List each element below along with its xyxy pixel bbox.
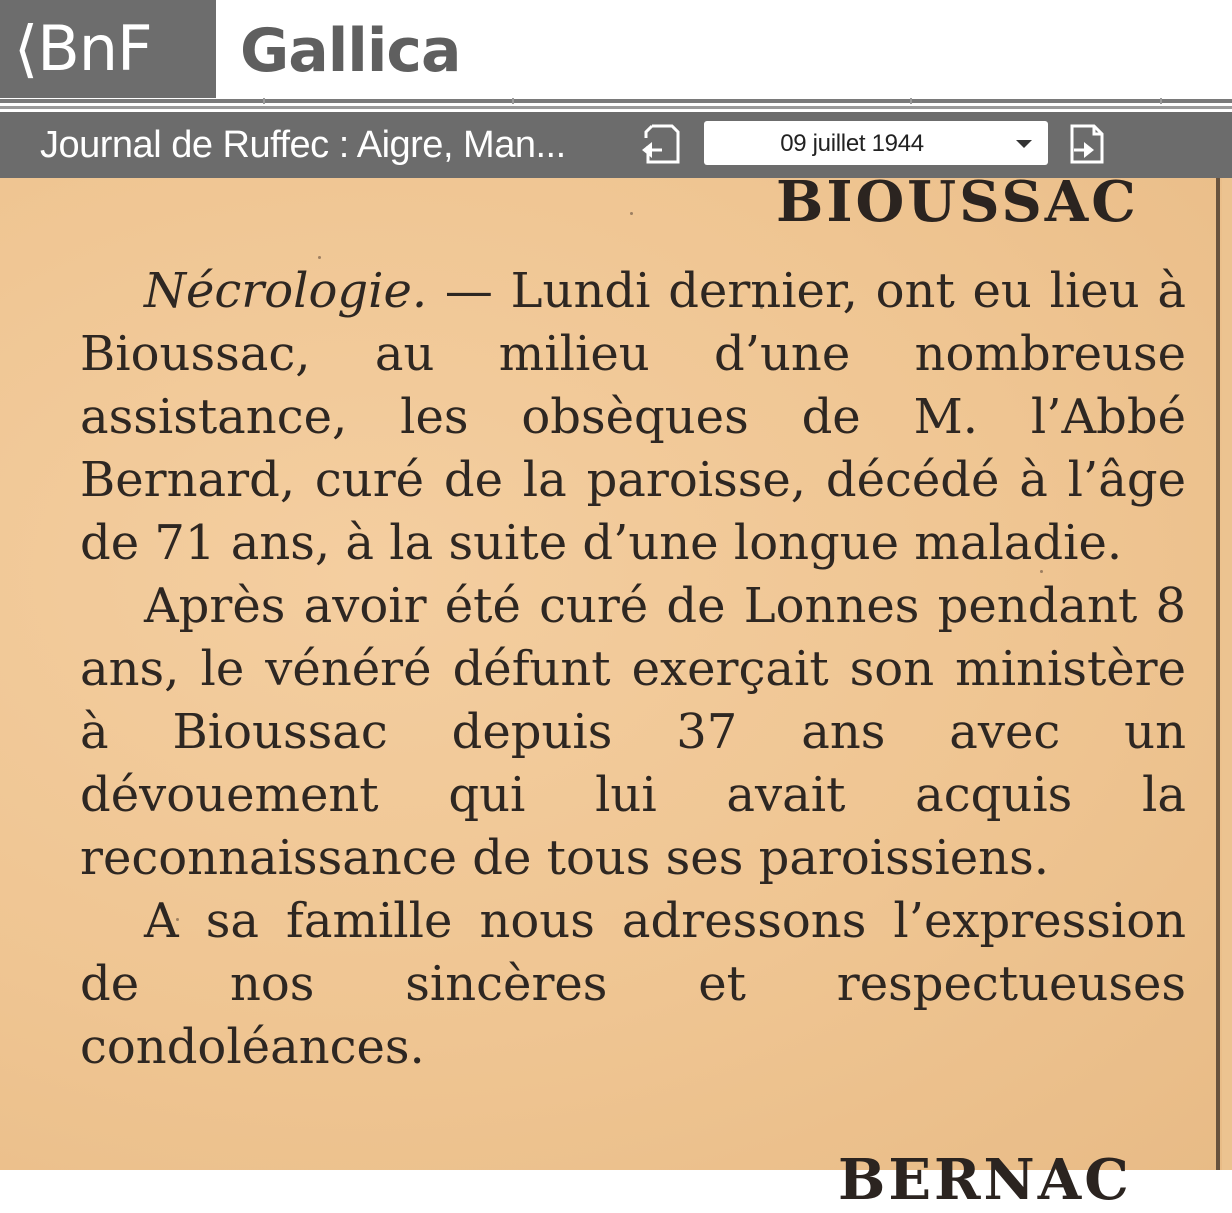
gallica-brand[interactable]: Gallica <box>240 16 461 86</box>
article-paragraph-1 <box>80 260 1186 575</box>
paper-speck <box>318 256 321 259</box>
previous-issue-icon <box>638 122 682 168</box>
chevron-down-icon <box>1016 140 1032 148</box>
article-body <box>80 260 1186 1079</box>
issue-date-value: 09 juillet 1944 <box>780 130 924 157</box>
document-title[interactable]: Journal de Ruffec : Aigre, Man... <box>40 124 566 166</box>
header-divider-secondary <box>0 106 1232 109</box>
article-lead-word: Nécrologie. <box>144 263 428 319</box>
article-paragraph-1-text: — Lundi dernier, ont eu lieu à Bioussac, au milieu d’une nombreuse assistance, les obsèques de M. l’Abbé Bernard, curé de la paroisse, décédé à l’âge de 71 ans, à la suite d’une longue maladie. <box>80 263 1186 571</box>
next-issue-icon <box>1066 122 1110 168</box>
next-issue-button[interactable] <box>1066 122 1110 168</box>
newspaper-page-viewer[interactable] <box>0 169 1232 1213</box>
paper-speck <box>630 212 633 215</box>
article-paragraph-3: A sa famille nous adressons l’expression de nos sincères et respectueuses condoléances. <box>80 893 1186 1075</box>
site-header <box>0 0 1232 98</box>
bnf-logo[interactable] <box>0 0 216 98</box>
column-margin <box>1222 178 1232 1170</box>
section-title-bioussac: BIOUSSAC <box>776 169 1139 235</box>
header-divider <box>0 99 1232 103</box>
article-paragraph-2: Après avoir été curé de Lonnes pendant 8 ans, le vénéré défunt exerçait son ministère à Bioussac depuis 37 ans avec un dévouement qui lui avait acquis la reconnaissance de tous ses paroissiens. <box>80 578 1186 886</box>
previous-issue-button[interactable] <box>638 122 682 168</box>
column-rule <box>1216 178 1220 1170</box>
bnf-logo-text: ⟨BnF <box>14 12 152 85</box>
section-title-bernac: BERNAC <box>838 1147 1132 1213</box>
issue-date-select[interactable] <box>704 121 1048 165</box>
